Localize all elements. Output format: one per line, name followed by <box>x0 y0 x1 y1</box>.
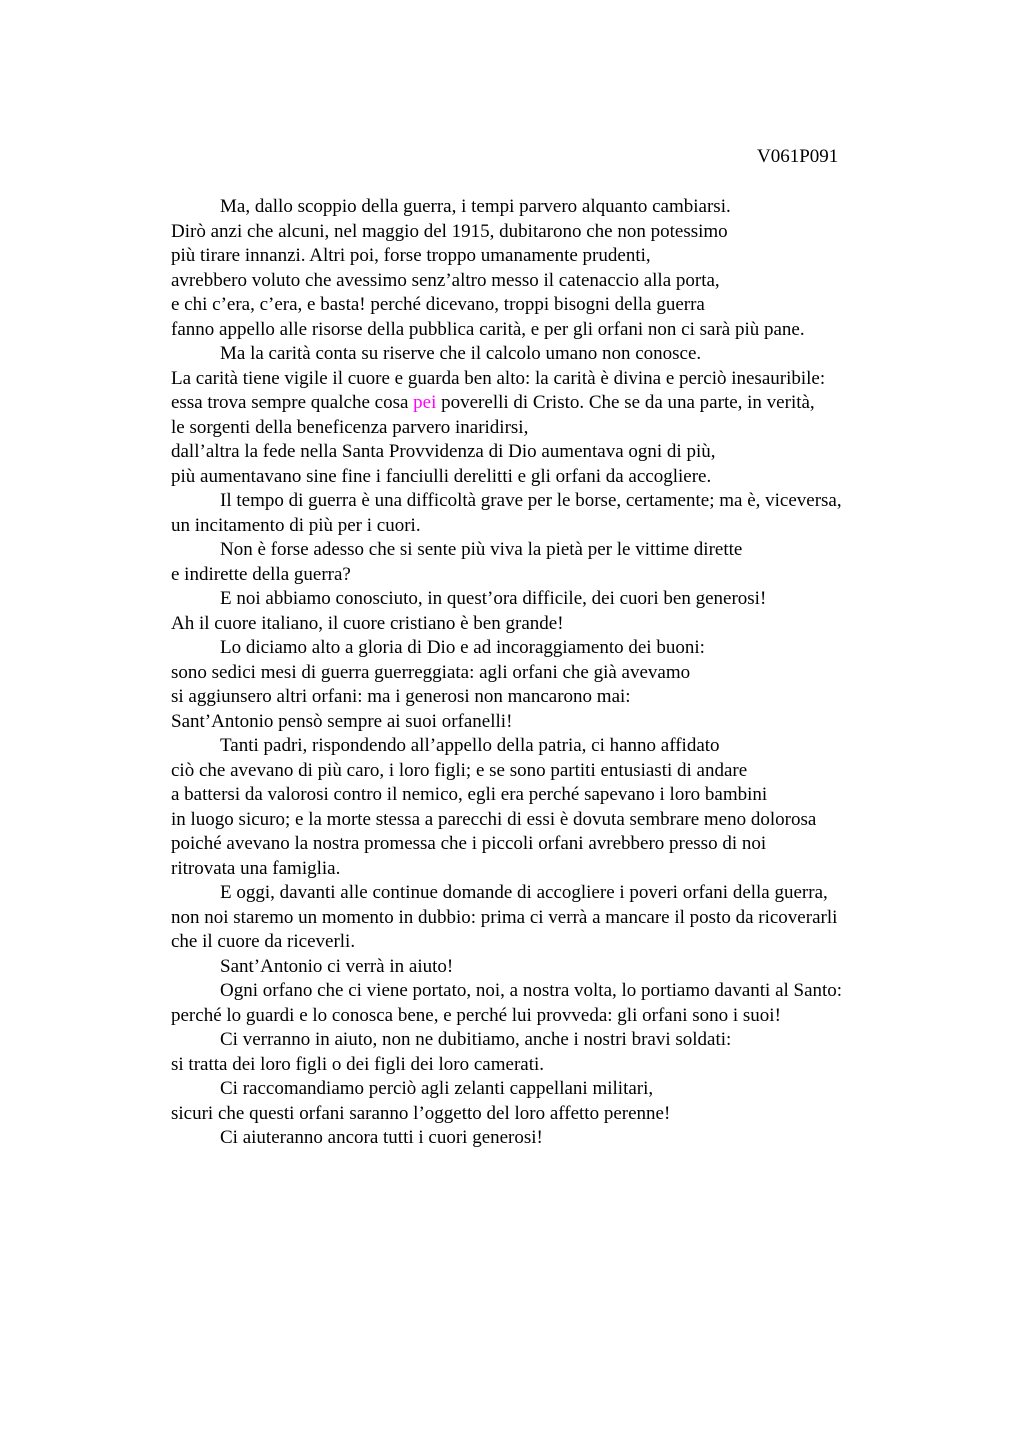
text-line: Tanti padri, rispondendo all’appello della patria, ci hanno affidato <box>220 735 720 756</box>
text-line: si tratta dei loro figli o dei figli dei loro camerati. <box>171 1053 545 1075</box>
text-line: Ci raccomandiamo perciò agli zelanti cappellani militari, <box>220 1078 654 1099</box>
text-line: Sant’Antonio pensò sempre ai suoi orfanelli! <box>171 710 513 732</box>
text-line: perché lo guardi e lo conosca bene, e perché lui provveda: gli orfani sono i suoi! <box>171 1004 781 1026</box>
text-line: non noi staremo un momento in dubbio: prima ci verrà a mancare il posto da ricoverarli <box>171 906 838 928</box>
body-text <box>171 195 961 1151</box>
text-line: che il cuore da riceverli. <box>171 931 356 952</box>
text-line: E oggi, davanti alle continue domande di accogliere i poveri orfani della guerra, <box>220 882 828 903</box>
text-line: fanno appello alle risorse della pubblica carità, e per gli orfani non ci sarà più pane. <box>171 318 805 340</box>
text-line: Ma la carità conta su riserve che il calcolo umano non conosce. <box>220 343 702 364</box>
text-line: poiché avevano la nostra promessa che i piccoli orfani avrebbero presso di noi <box>171 833 767 854</box>
text-line: avrebbero voluto che avessimo senz’altro messo il catenaccio alla porta, <box>171 269 720 291</box>
text-segment: essa trova sempre qualche cosa <box>171 392 414 413</box>
text-line: ciò che avevano di più caro, i loro figli; e se sono partiti entusiasti di andare <box>171 759 748 781</box>
text-line: Ma, dallo scoppio della guerra, i tempi parvero alquanto cambiarsi. <box>220 196 731 217</box>
text-line: sicuri che questi orfani saranno l’oggetto del loro affetto perenne! <box>171 1102 671 1124</box>
text-line: Lo diciamo alto a gloria di Dio e ad incoraggiamento dei buoni: <box>220 637 705 658</box>
page-identifier: V061P091 <box>757 146 839 167</box>
text-line: e indirette della guerra? <box>171 563 351 585</box>
text-line: sono sedici mesi di guerra guerreggiata: agli orfani che già avevamo <box>171 661 691 683</box>
text-line: in luogo sicuro; e la morte stessa a parecchi di essi è dovuta sembrare meno dolorosa <box>171 808 817 830</box>
text-line: E noi abbiamo conosciuto, in quest’ora difficile, dei cuori ben generosi! <box>220 588 767 609</box>
text-line: a battersi da valorosi contro il nemico, egli era perché sapevano i loro bambini <box>171 784 768 805</box>
text-line: più aumentavano sine fine i fanciulli derelitti e gli orfani da accogliere. <box>171 465 712 487</box>
highlighted-word: pei <box>413 392 437 413</box>
text-line: Ci aiuteranno ancora tutti i cuori generosi! <box>220 1127 543 1148</box>
text-line: ritrovata una famiglia. <box>171 857 341 879</box>
text-line: le sorgenti della beneficenza parvero inaridirsi, <box>171 416 529 438</box>
text-line: si aggiunsero altri orfani: ma i generosi non mancarono mai: <box>171 686 631 707</box>
text-line: più tirare innanzi. Altri poi, forse troppo umanamente prudenti, <box>171 245 651 266</box>
text-line: un incitamento di più per i cuori. <box>171 514 421 536</box>
text-line: Non è forse adesso che si sente più viva la pietà per le vittime dirette <box>220 539 743 560</box>
text-line: Dirò anzi che alcuni, nel maggio del 1915, dubitarono che non potessimo <box>171 220 728 242</box>
text-line: dall’altra la fede nella Santa Provvidenza di Dio aumentava ogni di più, <box>171 441 716 462</box>
text-line: Il tempo di guerra è una difficoltà grave per le borse, certamente; ma è, viceversa, <box>220 490 842 511</box>
text-segment: poverelli di Cristo. Che se da una parte, in verità, <box>436 392 815 413</box>
text-line: Ci verranno in aiuto, non ne dubitiamo, anche i nostri bravi soldati: <box>220 1029 732 1050</box>
text-line: e chi c’era, c’era, e basta! perché dicevano, troppi bisogni della guerra <box>171 294 705 315</box>
text-line: Ogni orfano che ci viene portato, noi, a nostra volta, lo portiamo davanti al Santo: <box>220 980 843 1001</box>
text-line: Sant’Antonio ci verrà in aiuto! <box>220 955 454 977</box>
text-line <box>171 391 961 416</box>
text-line: Ah il cuore italiano, il cuore cristiano è ben grande! <box>171 612 564 634</box>
text-line: La carità tiene vigile il cuore e guarda ben alto: la carità è divina e perciò inesauribile: <box>171 367 826 389</box>
